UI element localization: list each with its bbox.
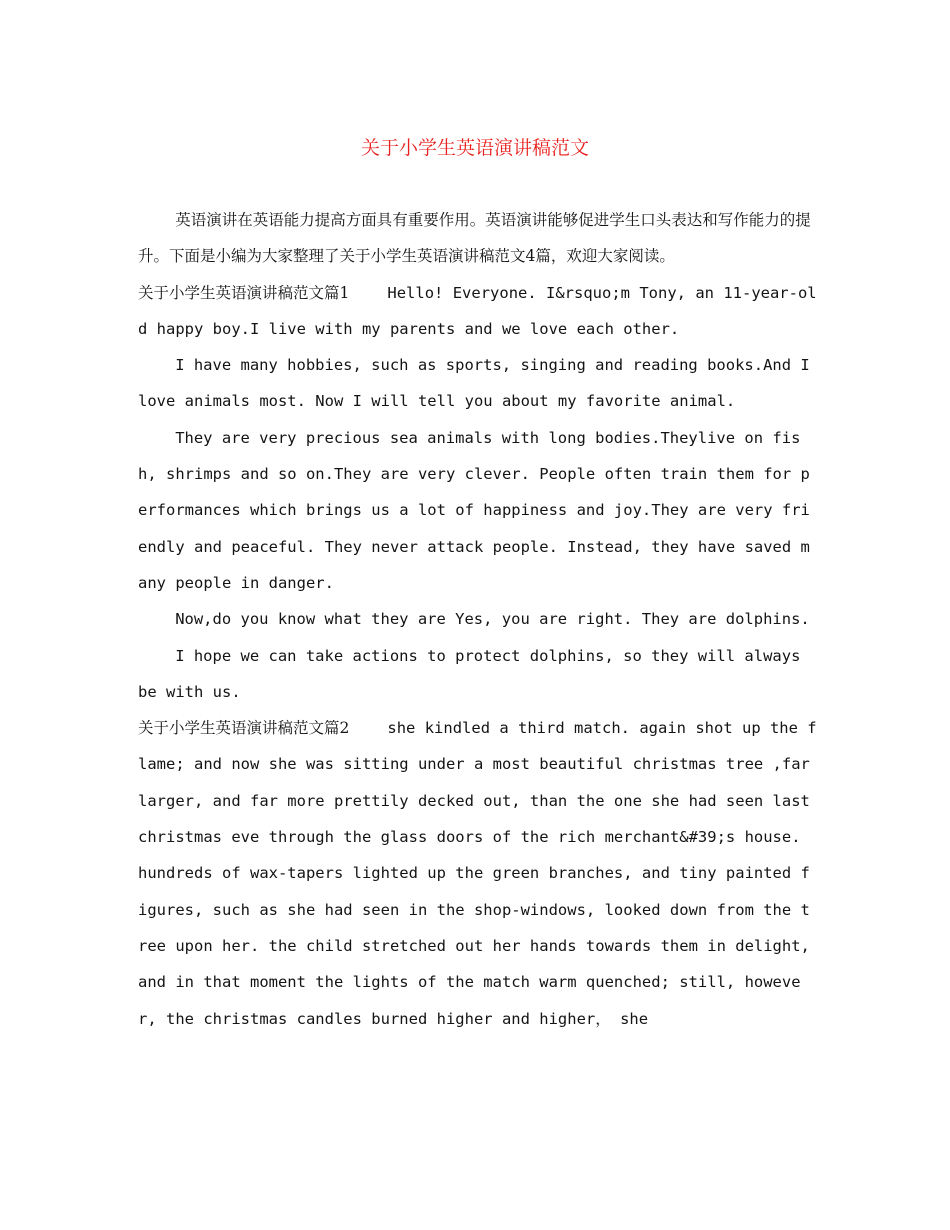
section-1-paragraph-4: Now,do you know what they are Yes, you are right. They are dolphins. [175, 610, 810, 629]
section-1-heading: 关于小学生英语演讲稿范文篇1 [138, 283, 350, 302]
section-1-first-paragraph [138, 275, 818, 348]
section-2-paragraph-1: she kindled a third match. again shot up the flame; and now she was sitting under a most beautiful christmas tree ,far larger, and far more prettily decked out, than the one she had seen last christmas eve through the glass doors of the rich merchant&#39;s house. hundreds of wax-tapers lighted up the green branches, and tiny painted figures, such as she had seen in the shop-windows, looked down from the tree upon her. the child stretched out her hands towards them in delight, and in that moment the lights of the match warm quenched; still, however, the christmas candles burned higher and higher， she [138, 719, 820, 1028]
intro-paragraph: 英语演讲在英语能力提高方面具有重要作用。英语演讲能够促进学生口头表达和写作能力的提升。下面是小编为大家整理了关于小学生英语演讲稿范文4篇，欢迎大家阅读。 [138, 211, 811, 266]
document-title: 关于小学生英语演讲稿范文 [360, 137, 589, 159]
document-body [138, 202, 818, 1037]
section-1-paragraph-5: I hope we can take actions to protect dolphins, so they will always be with us. [138, 646, 810, 701]
section-1-paragraph-2: I have many hobbies, such as sports, singing and reading books.And I love animals most. Now I will tell you about my favorite animal. [138, 356, 820, 411]
section-2-heading: 关于小学生英语演讲稿范文篇2 [138, 719, 350, 738]
section-2-first-paragraph [138, 710, 818, 1037]
section-1-paragraph-3: They are very precious sea animals with long bodies.Theylive on fish, shrimps and so on.They are very clever. People often train them for performances which brings us a lot of happiness and joy.They are very friendly and peaceful. They never attack people. Instead, they have saved many people in danger. [138, 428, 810, 592]
section-1-paragraph-1: Hello! Everyone. I&rsquo;m Tony, an 11-year-old happy boy.I live with my parents and we love each other. [138, 283, 817, 338]
